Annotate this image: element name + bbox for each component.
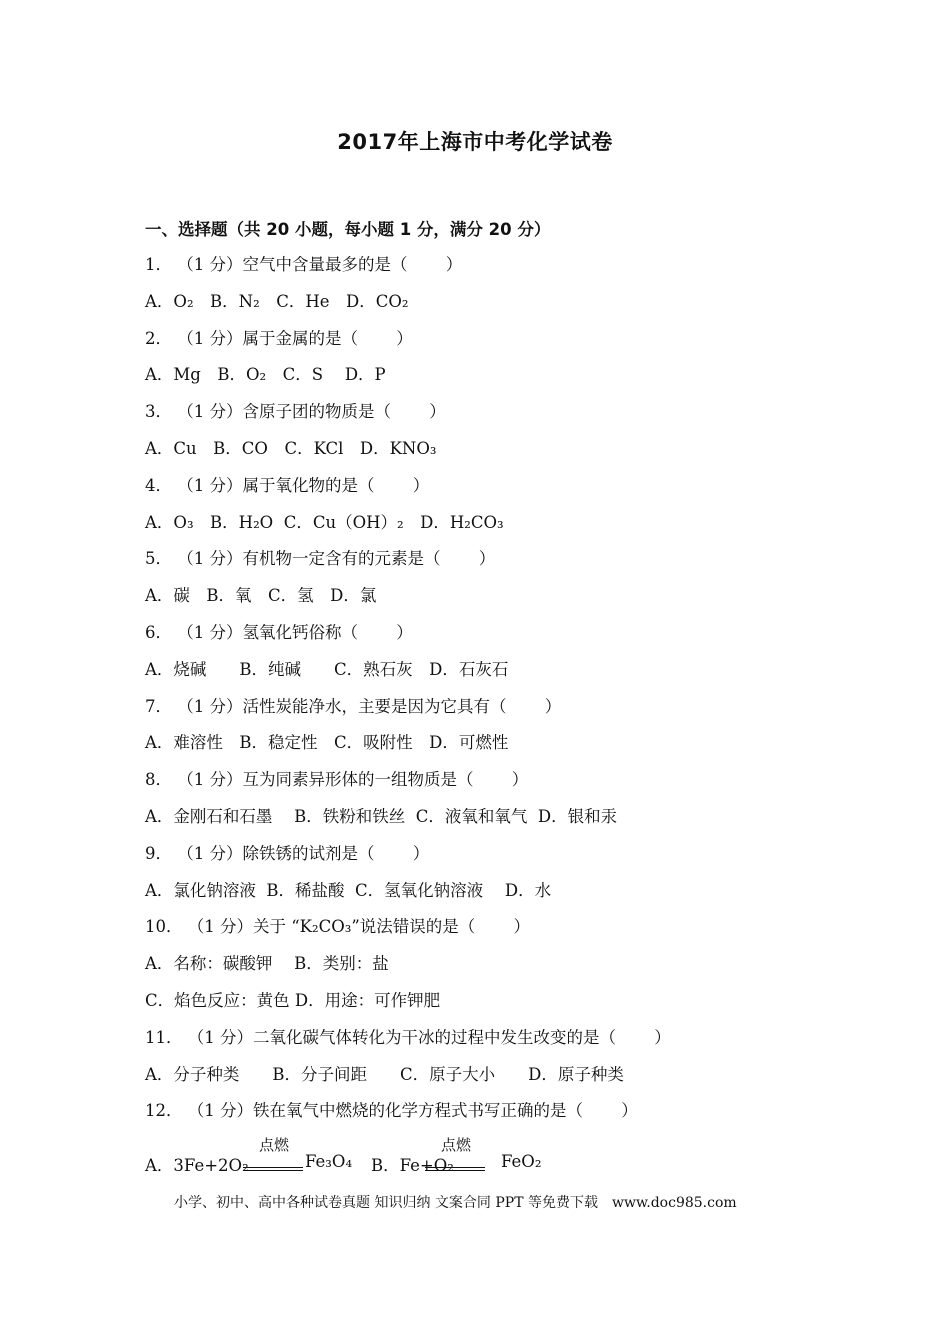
options-line: C．焰色反应：黄色 D．用途：可作钾肥: [145, 990, 441, 1010]
options-line: A．分子种类 B．分子间距 C．原子大小 D．原子种类: [145, 1064, 624, 1084]
question-line: 6． （1 分）氢氧化钙俗称（ ）: [145, 622, 413, 642]
question-line: 11． （1 分）二氧化碳气体转化为干冰的过程中发生改变的是（ ）: [145, 1027, 671, 1047]
options-line: A．O₂ B．N₂ C．He D．CO₂: [145, 291, 409, 311]
question-line: 9． （1 分）除铁锈的试剂是（ ）: [145, 843, 430, 863]
question-line: 2． （1 分）属于金属的是（ ）: [145, 328, 413, 348]
options-line: A．碳 B．氧 C．氢 D．氯: [145, 586, 377, 606]
equation-bar: [243, 1167, 303, 1171]
section-heading: 一、选择题（共 20 小题，每小题 1 分，满分 20 分）: [145, 220, 551, 239]
options-line: A．O₃ B．H₂O C．Cu（OH）₂ D．H₂CO₃: [145, 512, 504, 532]
exam-title: 2017年上海市中考化学试卷: [337, 130, 613, 154]
options-line: A．Mg B．O₂ C．S D．P: [145, 365, 386, 385]
option-a-reactants: A．3Fe+2O₂: [145, 1156, 249, 1175]
options-line: A．难溶性 B．稳定性 C．吸附性 D．可燃性: [145, 733, 509, 753]
question-line: 8． （1 分）互为同素异形体的一组物质是（ ）: [145, 770, 529, 790]
question-list: [145, 252, 845, 1135]
question-line: 10． （1 分）关于 “K₂CO₃”说法错误的是（ ）: [145, 917, 531, 937]
question-line: 1． （1 分）空气中含量最多的是（ ）: [145, 255, 463, 274]
option-b-product: FeO₂: [501, 1152, 542, 1171]
options-line: A．烧碱 B．纯碱 C．熟石灰 D．石灰石: [145, 659, 509, 679]
options-line: A．名称：碳酸钾 B．类别：盐: [145, 954, 389, 974]
option-a-condition: 点燃: [258, 1136, 289, 1154]
option-a-product: Fe₃O₄: [305, 1152, 353, 1171]
question-line: 12． （1 分）铁在氧气中燃烧的化学方程式书写正确的是（ ）: [145, 1101, 638, 1121]
option-b-condition: 点燃: [440, 1136, 471, 1154]
footer-note: 小学、初中、高中各种试卷真题 知识归纳 文案合同 PPT 等免费下载 www.doc985.com: [174, 1195, 737, 1211]
options-line: A．Cu B．CO C．KCl D．KNO₃: [145, 438, 437, 458]
question-line: 7． （1 分）活性炭能净水，主要是因为它具有（ ）: [145, 696, 562, 716]
question-line: 4． （1 分）属于氧化物的是（ ）: [145, 475, 430, 495]
equation-options-line: [145, 1136, 845, 1180]
options-line: A．氯化钠溶液 B．稀盐酸 C．氢氧化钠溶液 D．水: [145, 880, 552, 900]
options-line: A．金刚石和石墨 B．铁粉和铁丝 C．液氧和氧气 D．银和汞: [145, 806, 618, 826]
equation-bar: [425, 1167, 485, 1171]
option-b-reactants: B．Fe+O₂: [371, 1156, 454, 1175]
question-line: 5． （1 分）有机物一定含有的元素是（ ）: [145, 549, 496, 569]
question-line: 3． （1 分）含原子团的物质是（ ）: [145, 402, 446, 422]
